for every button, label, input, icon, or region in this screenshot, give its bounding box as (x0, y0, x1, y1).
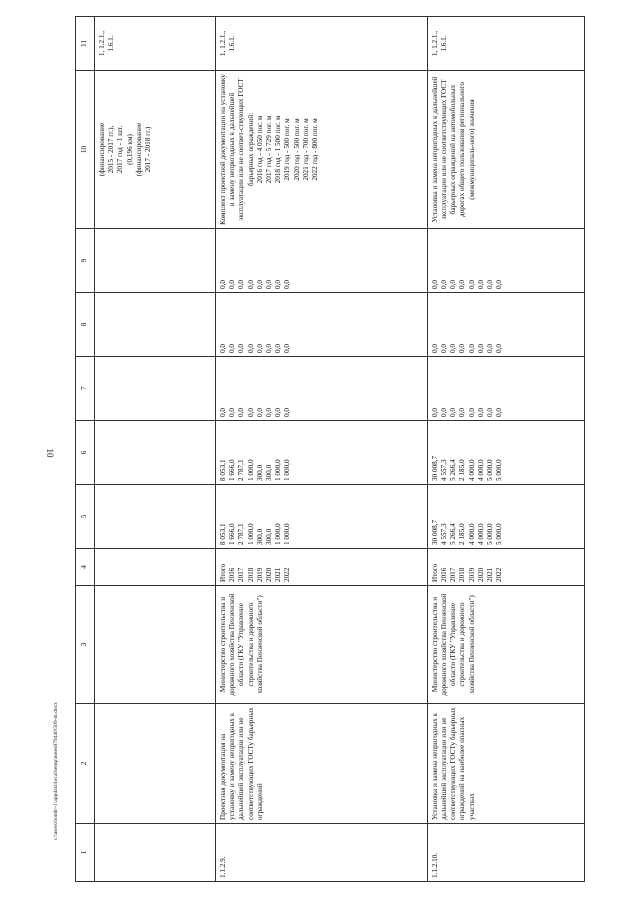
value-cell: 2 185,0 (458, 459, 467, 481)
value-cell: 5 000,0 (486, 523, 495, 545)
value-cell: 0,0 (265, 280, 273, 289)
year-label: 2017 (237, 567, 246, 582)
expected-result: Установка и замена непригодных к дальнейшей эксплуатации или не соответствующих ГОСТ барьерных ограждений на автомобильных дорогах общего пользования регионального (межмуниципаль-ного) значения (427, 71, 584, 229)
year-label: 2016 (228, 567, 237, 582)
values-c7 (427, 357, 584, 421)
value-cell: 5 000,0 (486, 459, 495, 481)
table-row (427, 17, 584, 882)
value-cell: 300,0 (255, 464, 264, 481)
col-header-11: 11 (76, 17, 95, 71)
value-cell: 0,0 (467, 280, 476, 289)
value-cell: 0,0 (218, 408, 227, 417)
value-cell: 1 000,0 (274, 523, 283, 545)
value-cell: 4 000,0 (476, 459, 485, 481)
value-cell: 0,0 (283, 408, 292, 417)
value-cell: 0,0 (476, 408, 485, 417)
value-cell: 0,0 (246, 344, 255, 353)
value-cell: 0,0 (274, 280, 283, 289)
year-label: Итого (218, 563, 227, 582)
value-cell: 0,0 (449, 344, 458, 353)
value-cell: 0,0 (255, 280, 264, 289)
table-row (215, 17, 427, 882)
year-label: 2020 (476, 567, 485, 582)
value-cell: 0,0 (237, 408, 246, 417)
value-cell: 0,0 (467, 344, 476, 353)
target-indicators: 1, 1.2.1., 1.6.1. (427, 17, 584, 71)
value-cell: 0,0 (218, 344, 227, 353)
values-c9 (427, 229, 584, 293)
values-c6 (427, 421, 584, 485)
value-cell: 0,0 (476, 344, 485, 353)
value-cell: 0,0 (439, 408, 448, 417)
value-cell: 0,0 (237, 344, 246, 353)
value-cell: 0,0 (274, 344, 283, 353)
value-cell: 0,0 (458, 280, 467, 289)
value-cell: 0,0 (255, 408, 264, 417)
col-header-2: 2 (76, 704, 95, 824)
year-label: 2020 (265, 567, 273, 582)
value-cell: 300,0 (265, 528, 273, 545)
value-cell: 1 000,0 (283, 459, 292, 481)
value-cell: 0,0 (265, 408, 273, 417)
year-label: 2017 (449, 567, 458, 582)
value-cell: 5 000,0 (495, 459, 504, 481)
values-c7 (215, 357, 427, 421)
value-cell: 0,0 (218, 280, 227, 289)
expected-result: Комплект проектной документации на установку и замену непригодных к дальнейшей эксплуатации или не соответ-ствующих ГОСТ барьерных ограждений: 2016 год - 4 050 пог. м 2017 год - 5 729 пог. м 2018 год - 1 500 пог. м 2019 год - 500 пог. м 2020 год - 500 пог. м 2021 год - 700 пог. м 2022 год - 800 пог. м (215, 71, 427, 229)
value-cell: 0,0 (228, 408, 237, 417)
year-label: 2022 (283, 567, 292, 582)
values-c8 (215, 293, 427, 357)
value-cell: 0,0 (476, 280, 485, 289)
measure-name: Установка и замена непригодных к дальнейшей эксплуатации или не соответствующих ГОСТу барьерных ограждений на наиболее опасных участках (427, 704, 584, 824)
rotated-table-stage (75, 17, 585, 882)
value-cell: 0,0 (265, 344, 273, 353)
col-header-4: 4 (76, 549, 95, 586)
value-cell: 0,0 (246, 280, 255, 289)
row-number: 1.1.2.9. (215, 824, 427, 882)
footer-file-path: c:\users\bondr~1\appdata\local\temp\notes879440\509-m.docx (53, 702, 59, 840)
value-cell: 0,0 (430, 344, 439, 353)
continuation-row (95, 17, 216, 882)
value-cell: 2 787,1 (237, 459, 246, 481)
page-number: 10 (45, 448, 55, 458)
value-cell: 0,0 (486, 408, 495, 417)
value-cell: 300,0 (255, 528, 264, 545)
value-cell: 8 053,1 (218, 523, 227, 545)
value-cell: 0,0 (439, 280, 448, 289)
values-c5 (427, 485, 584, 549)
col-header-3: 3 (76, 586, 95, 704)
col-header-1: 1 (76, 824, 95, 882)
year-label: 2021 (274, 567, 283, 582)
value-cell: 1 666,0 (228, 459, 237, 481)
value-cell: 4 000,0 (476, 523, 485, 545)
value-cell: 4 000,0 (467, 459, 476, 481)
value-cell: 0,0 (228, 280, 237, 289)
value-cell: 0,0 (228, 344, 237, 353)
value-cell: 0,0 (237, 280, 246, 289)
values-c8 (427, 293, 584, 357)
year-label: 2019 (255, 567, 264, 582)
value-cell: 0,0 (458, 344, 467, 353)
col-header-6: 6 (76, 421, 95, 485)
value-cell: 1 000,0 (283, 523, 292, 545)
year-label: 2022 (495, 567, 504, 582)
executor-cell: Министерство строительства и дорожного хозяйства Пензенской области (ГКУ "Управление строительства и дорожного хозяйства Пензенской области") (215, 586, 427, 704)
header-row (76, 17, 95, 882)
value-cell: 0,0 (283, 344, 292, 353)
value-cell: 0,0 (430, 408, 439, 417)
value-cell: 300,0 (265, 464, 273, 481)
measure-name: Проектная документация на установку и замену непригодных к дальнейшей эксплуатации или не соответствующих ГОСТу барьерных ограждений (215, 704, 427, 824)
value-cell: 4 557,3 (439, 523, 448, 545)
value-cell: 0,0 (449, 280, 458, 289)
value-cell: 1 000,0 (274, 459, 283, 481)
row-number: 1.1.2.10. (427, 824, 584, 882)
col-header-5: 5 (76, 485, 95, 549)
value-cell: 0,0 (430, 280, 439, 289)
executor-cell: Министерство строительства и дорожного хозяйства Пензенской области (ГКУ "Управление строительства и дорожного хозяйства Пензенской области") (427, 586, 584, 704)
value-cell: 0,0 (495, 344, 504, 353)
value-cell: 1 000,0 (246, 523, 255, 545)
col-header-10: 10 (76, 71, 95, 229)
value-cell: 0,0 (246, 408, 255, 417)
year-label: 2016 (439, 567, 448, 582)
year-label: Итого (430, 563, 439, 582)
value-cell: 5 266,4 (449, 523, 458, 545)
value-cell: 0,0 (255, 344, 264, 353)
value-cell: 0,0 (458, 408, 467, 417)
continuation-result: (финансирование 2015 - 2017 гг.), 2017 год - 1 шт. (0,196 км) (финансирование 2017 - 2018 гг.) (95, 71, 216, 229)
value-cell: 5 000,0 (495, 523, 504, 545)
value-cell: 0,0 (283, 280, 292, 289)
value-cell: 4 000,0 (467, 523, 476, 545)
year-label: 2019 (467, 567, 476, 582)
value-cell: 2 787,1 (237, 523, 246, 545)
program-table (75, 16, 585, 882)
value-cell: 0,0 (495, 408, 504, 417)
value-cell: 8 053,1 (218, 459, 227, 481)
value-cell: 0,0 (439, 344, 448, 353)
value-cell: 0,0 (449, 408, 458, 417)
year-label: 2018 (458, 567, 467, 582)
years-cell (215, 549, 427, 586)
value-cell: 5 266,4 (449, 459, 458, 481)
value-cell: 0,0 (495, 280, 504, 289)
value-cell: 0,0 (486, 344, 495, 353)
value-cell: 1 666,0 (228, 523, 237, 545)
value-cell: 2 185,0 (458, 523, 467, 545)
value-cell: 30 008,7 (430, 519, 439, 545)
value-cell: 30 008,7 (430, 455, 439, 481)
value-cell: 0,0 (467, 408, 476, 417)
value-cell: 0,0 (274, 408, 283, 417)
target-indicators: 1, 1.2.1., 1.6.1. (215, 17, 427, 71)
value-cell: 4 557,3 (439, 459, 448, 481)
col-header-8: 8 (76, 293, 95, 357)
value-cell: 1 000,0 (246, 459, 255, 481)
values-c9 (215, 229, 427, 293)
year-label: 2021 (486, 567, 495, 582)
continuation-indicators: 1, 1.2.1., 1.6.1. (95, 17, 216, 71)
years-cell (427, 549, 584, 586)
values-c5 (215, 485, 427, 549)
col-header-7: 7 (76, 357, 95, 421)
year-label: 2018 (246, 567, 255, 582)
values-c6 (215, 421, 427, 485)
value-cell: 0,0 (486, 280, 495, 289)
col-header-9: 9 (76, 229, 95, 293)
